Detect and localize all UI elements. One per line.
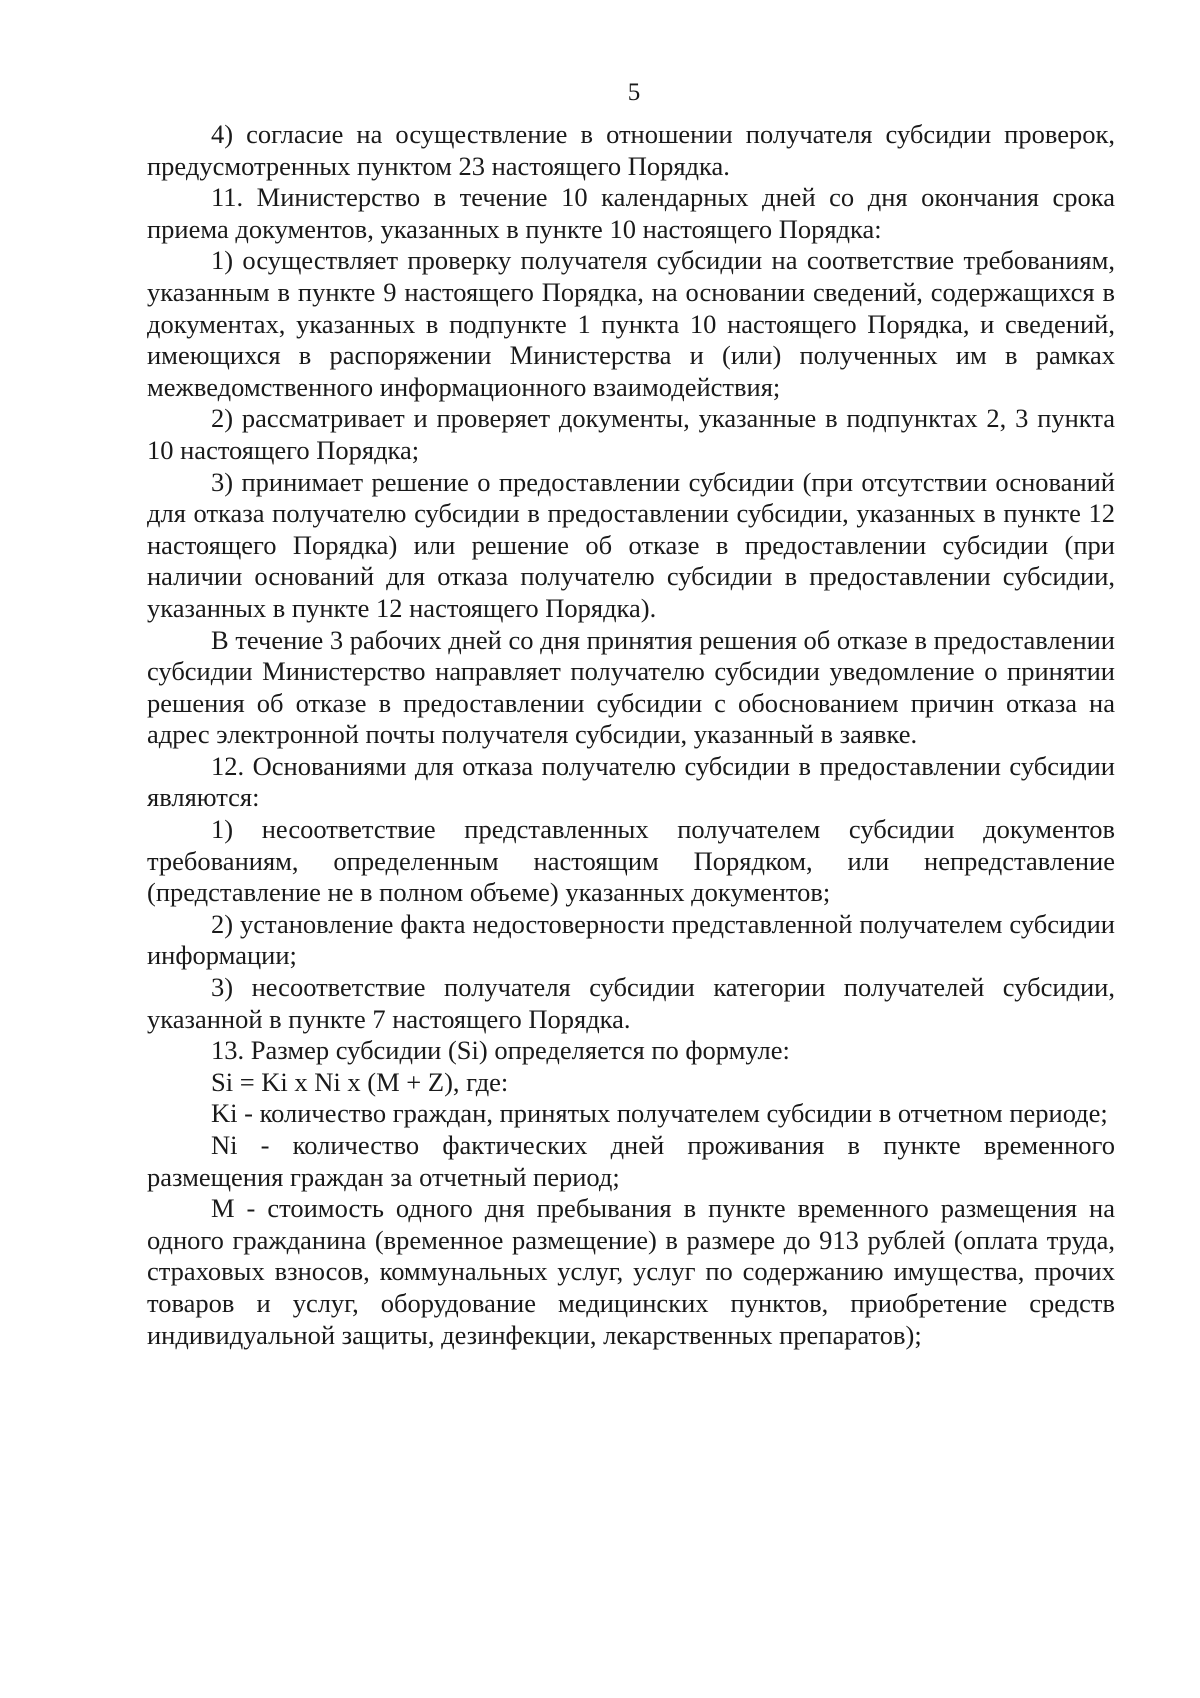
paragraph-12-1-noncompliance: 1) несоответствие представленных получателем субсидии документов требованиям, определенным настоящим Порядком, или непредставление (представление не в полном объеме) указанных документов; [147, 814, 1115, 908]
formula-line: Si = Ki x Ni x (M + Z), где: [211, 1066, 509, 1097]
definition-m: M - стоимость одного дня пребывания в пункте временного размещения на одного гражданина (временное размещение) в размере до 913 рублей (оплата труда, страховых взносов, коммунальных услуг, услуг по содержанию имущества, прочих товаров и услуг, оборудование медицинских пунктов, приобретение средств индивидуальной защиты, дезинфекции, лекарственных препаратов); [147, 1193, 1115, 1350]
paragraph-11-3-decision: 3) принимает решение о предоставлении субсидии (при отсутствии оснований для отказа получателю субсидии в предоставлении субсидии, указанных в пункте 12 настоящего Порядка) или решение об отказе в предоставлении субсидии (при наличии оснований для отказа получателю субсидии в предоставлении субсидии, указанных в пункте 12 настоящего Порядка). [147, 466, 1115, 623]
paragraph-12-refusal-grounds: 12. Основаниями для отказа получателю субсидии в предоставлении субсидии являются: [147, 750, 1115, 813]
definition-ni: Ni - количество фактических дней проживания в пункте временного размещения граждан за отчетный период; [147, 1130, 1115, 1192]
paragraph-12-3-category-mismatch: 3) несоответствие получателя субсидии категории получателей субсидии, указанной в пункте 7 настоящего Порядка. [147, 972, 1115, 1034]
page-number: 5 [627, 79, 641, 106]
paragraph-11-1-verification: 1) осуществляет проверку получателя субсидии на соответствие требованиям, указанным в пункте 9 настоящего Порядка, на основании сведений, содержащихся в документах, указанных в подпункте 1 пункта 10 настоящего Порядка, и сведений, имеющихся в распоряжении Министерства и (или) полученных им в рамках межведомственного информационного взаимодействия; [147, 245, 1115, 402]
document-body [147, 119, 1115, 1351]
paragraph-13-subsidy-size: 13. Размер субсидии (Si) определяется по формуле: [211, 1035, 790, 1066]
paragraph-refusal-notice: В течение 3 рабочих дней со дня принятия решения об отказе в предоставлении субсидии Министерство направляет получателю субсидии уведомление о принятии решения об отказе в предоставлении субсидии с обоснованием причин отказа на адрес электронной почты получателя субсидии, указанный в заявке. [147, 624, 1115, 750]
paragraph-consent-inspections: 4) согласие на осуществление в отношении получателя субсидии проверок, предусмотренных пунктом 23 настоящего Порядка. [147, 119, 1115, 181]
paragraph-11-2-documents-review: 2) рассматривает и проверяет документы, указанные в подпунктах 2, 3 пункта 10 настоящего Порядка; [147, 403, 1115, 465]
paragraph-12-2-unreliable-info: 2) установление факта недостоверности представленной получателем субсидии информации; [147, 908, 1115, 971]
paragraph-11-ministry-review: 11. Министерство в течение 10 календарных дней со дня окончания срока приема документов, указанных в пункте 10 настоящего Порядка: [147, 182, 1115, 244]
definition-ki: Ki - количество граждан, принятых получателем субсидии в отчетном периоде; [211, 1098, 1108, 1129]
